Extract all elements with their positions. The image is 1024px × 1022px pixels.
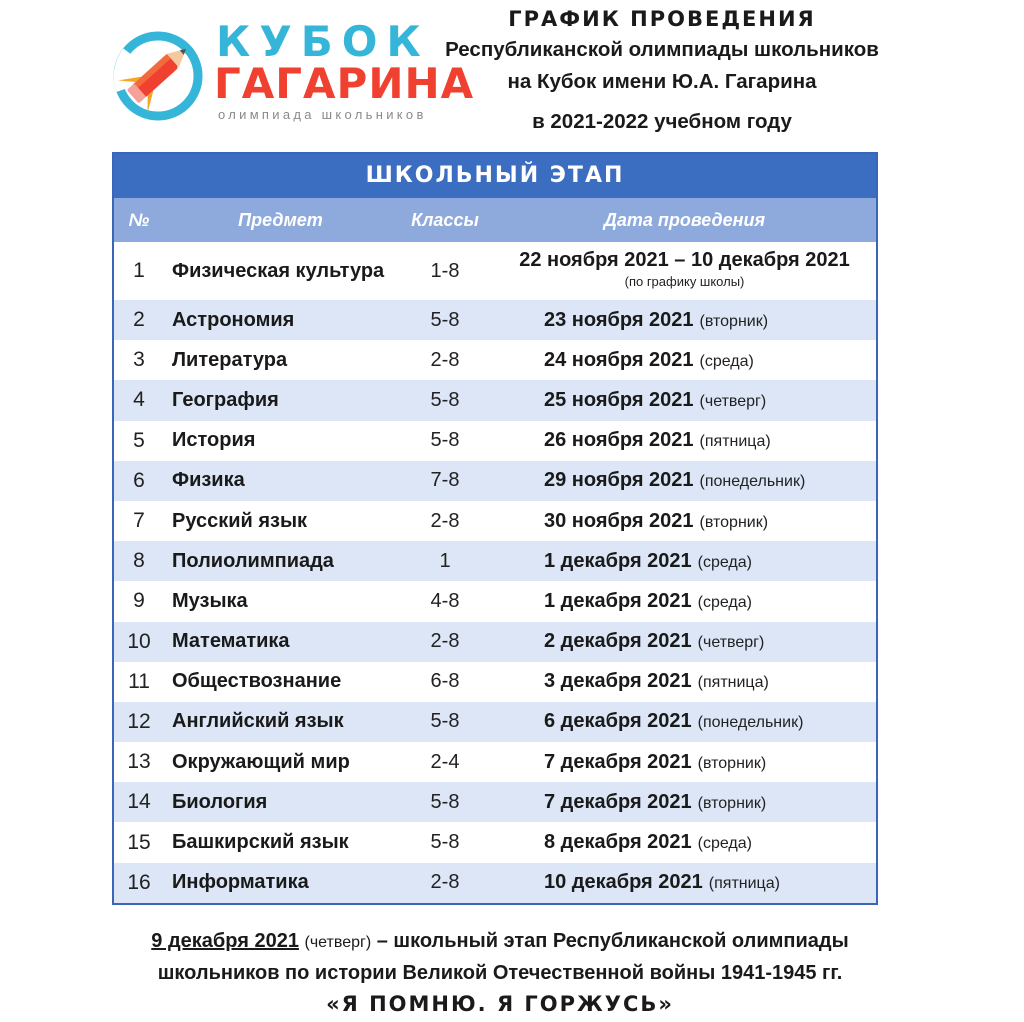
row-number: 6 [133, 468, 145, 492]
row-number: 2 [133, 308, 145, 332]
footer-slogan: «Я ПОМНЮ. Я ГОРЖУСЬ» [326, 992, 674, 1016]
row-subject: Обществознание [172, 670, 342, 693]
row-weekday: (вторник) [699, 312, 769, 330]
row-date: 2 декабря 2021 [544, 630, 692, 653]
row-date-cell [493, 791, 876, 814]
academic-year: в 2021-2022 учебном году [532, 110, 792, 133]
row-weekday: (четверг) [697, 634, 765, 652]
row-number: 7 [133, 509, 145, 533]
logo-title-line2: ГАГАРИНА [214, 59, 475, 108]
row-date: 10 декабря 2021 [544, 871, 703, 894]
footer-day: (четверг) [304, 934, 372, 951]
logo-title-line1: КУБОК [216, 17, 430, 66]
row-classes: 1-8 [430, 259, 460, 282]
logo-subtitle: олимпиада школьников [218, 107, 427, 122]
column-header-number: № [128, 209, 150, 230]
row-classes: 5-8 [430, 308, 460, 331]
row-subject: Физика [172, 469, 245, 492]
row-subject: Русский язык [172, 509, 308, 532]
table-row [114, 742, 876, 782]
header-subtitle-2: на Кубок имени Ю.А. Гагарина [507, 70, 817, 93]
row-subject: Английский язык [172, 710, 344, 733]
row-date-cell [493, 831, 876, 854]
row-classes: 5-8 [430, 710, 460, 733]
row-date-cell [493, 309, 876, 332]
row-weekday: (среда) [697, 593, 752, 611]
row-date-cell [493, 710, 876, 733]
row-date-cell [493, 590, 876, 613]
row-number: 15 [127, 830, 151, 854]
row-weekday: (вторник) [697, 754, 767, 772]
table-row [114, 461, 876, 501]
table-row [114, 822, 876, 862]
rocket-pencil-icon [106, 24, 210, 122]
row-number: 16 [127, 870, 151, 894]
row-weekday: (пятница) [697, 674, 769, 692]
row-date: 22 ноября 2021 – 10 декабря 2021 [519, 249, 850, 271]
row-date-cell [493, 349, 876, 372]
footer-text-2: школьников по истории Великой Отечественной войны 1941-1945 гг. [157, 962, 843, 984]
row-weekday: (понедельник) [699, 473, 806, 491]
row-subject: Биология [172, 790, 268, 813]
row-date-cell [493, 550, 876, 573]
row-classes: 7-8 [430, 469, 460, 492]
row-classes: 5-8 [430, 831, 460, 854]
row-number: 3 [133, 348, 145, 372]
row-date: 3 декабря 2021 [544, 670, 692, 693]
row-date-cell [493, 429, 876, 452]
row-weekday: (вторник) [699, 513, 769, 531]
header-subtitle-1: Республиканской олимпиады школьников [445, 38, 879, 61]
row-date: 8 декабря 2021 [544, 831, 692, 854]
table-row [114, 782, 876, 822]
row-number: 1 [133, 259, 145, 282]
row-date-cell [493, 871, 876, 894]
row-subject: Окружающий мир [172, 750, 350, 773]
table-row [114, 242, 876, 300]
row-weekday: (среда) [697, 553, 752, 571]
row-number: 9 [133, 589, 145, 613]
table-row [114, 702, 876, 742]
row-classes: 2-8 [430, 630, 460, 653]
table-row [114, 300, 876, 340]
row-subject: Башкирский язык [172, 831, 349, 854]
row-number: 10 [127, 629, 151, 653]
row-date: 23 ноября 2021 [544, 308, 694, 331]
row-date-cell [493, 670, 876, 693]
row-date: 1 декабря 2021 [544, 589, 692, 612]
row-number: 8 [133, 549, 145, 573]
row-weekday: (среда) [697, 835, 752, 853]
row-number: 14 [127, 790, 151, 814]
table-row [114, 863, 876, 903]
row-date: 26 ноября 2021 [544, 429, 694, 452]
footer-note [60, 926, 940, 1020]
row-weekday: (понедельник) [697, 714, 804, 732]
table-row [114, 581, 876, 621]
row-subject: Литература [172, 348, 288, 371]
row-subject: Музыка [172, 589, 248, 612]
table-row [114, 380, 876, 420]
row-subject: География [172, 388, 279, 411]
row-subject: Информатика [172, 871, 309, 894]
row-classes: 1 [439, 549, 451, 572]
row-subject: Полиолимпиада [172, 549, 334, 572]
row-date-cell [493, 389, 876, 412]
row-weekday: (пятница) [699, 433, 771, 451]
row-date: 1 декабря 2021 [544, 549, 692, 572]
table-row [114, 340, 876, 380]
row-subject: Математика [172, 630, 290, 653]
table-row [114, 501, 876, 541]
row-classes: 4-8 [430, 589, 460, 612]
row-number: 12 [127, 709, 151, 733]
row-number: 13 [127, 750, 151, 774]
row-classes: 5-8 [430, 388, 460, 411]
row-classes: 5-8 [430, 790, 460, 813]
row-date: 6 декабря 2021 [544, 710, 692, 733]
row-classes: 6-8 [430, 670, 460, 693]
table-header [114, 198, 876, 242]
footer-date: 9 декабря 2021 [151, 930, 299, 952]
row-date: 7 декабря 2021 [544, 750, 692, 773]
row-subject: Физическая культура [172, 259, 385, 282]
column-header-date: Дата проведения [603, 209, 766, 230]
table-row [114, 541, 876, 581]
header [440, 4, 884, 138]
row-date: 7 декабря 2021 [544, 790, 692, 813]
table-row [114, 662, 876, 702]
row-weekday: (среда) [699, 352, 754, 370]
row-date: 29 ноября 2021 [544, 469, 694, 492]
schedule-table [112, 152, 878, 905]
row-date-cell [493, 751, 876, 774]
row-date-cell [493, 630, 876, 653]
row-date: 30 ноября 2021 [544, 509, 694, 532]
logo [106, 14, 475, 124]
row-date-cell [493, 510, 876, 533]
row-weekday: (пятница) [708, 875, 780, 893]
row-subject: История [172, 429, 256, 452]
row-date-note: (по графику школы) [624, 274, 745, 289]
footer-text-1: – школьный этап Республиканской олимпиады [376, 930, 849, 952]
row-classes: 5-8 [430, 429, 460, 452]
row-subject: Астрономия [172, 308, 295, 331]
row-classes: 2-8 [430, 509, 460, 532]
row-weekday: (вторник) [697, 794, 767, 812]
footer-line-1 [60, 926, 940, 958]
row-date-cell [493, 249, 876, 293]
row-date-cell [493, 469, 876, 492]
row-weekday: (четверг) [699, 392, 767, 410]
row-classes: 2-8 [430, 348, 460, 371]
row-classes: 2-8 [430, 871, 460, 894]
row-number: 5 [133, 428, 145, 452]
row-date: 25 ноября 2021 [544, 388, 694, 411]
page-title: ГРАФИК ПРОВЕДЕНИЯ [508, 7, 816, 31]
row-classes: 2-4 [430, 750, 460, 773]
row-date: 24 ноября 2021 [544, 348, 694, 371]
stage-title: ШКОЛЬНЫЙ ЭТАП [114, 154, 876, 198]
row-number: 11 [128, 669, 150, 693]
row-number: 4 [133, 388, 145, 412]
column-header-classes: Классы [411, 209, 479, 230]
table-row [114, 421, 876, 461]
column-header-subject: Предмет [238, 209, 323, 230]
table-row [114, 622, 876, 662]
